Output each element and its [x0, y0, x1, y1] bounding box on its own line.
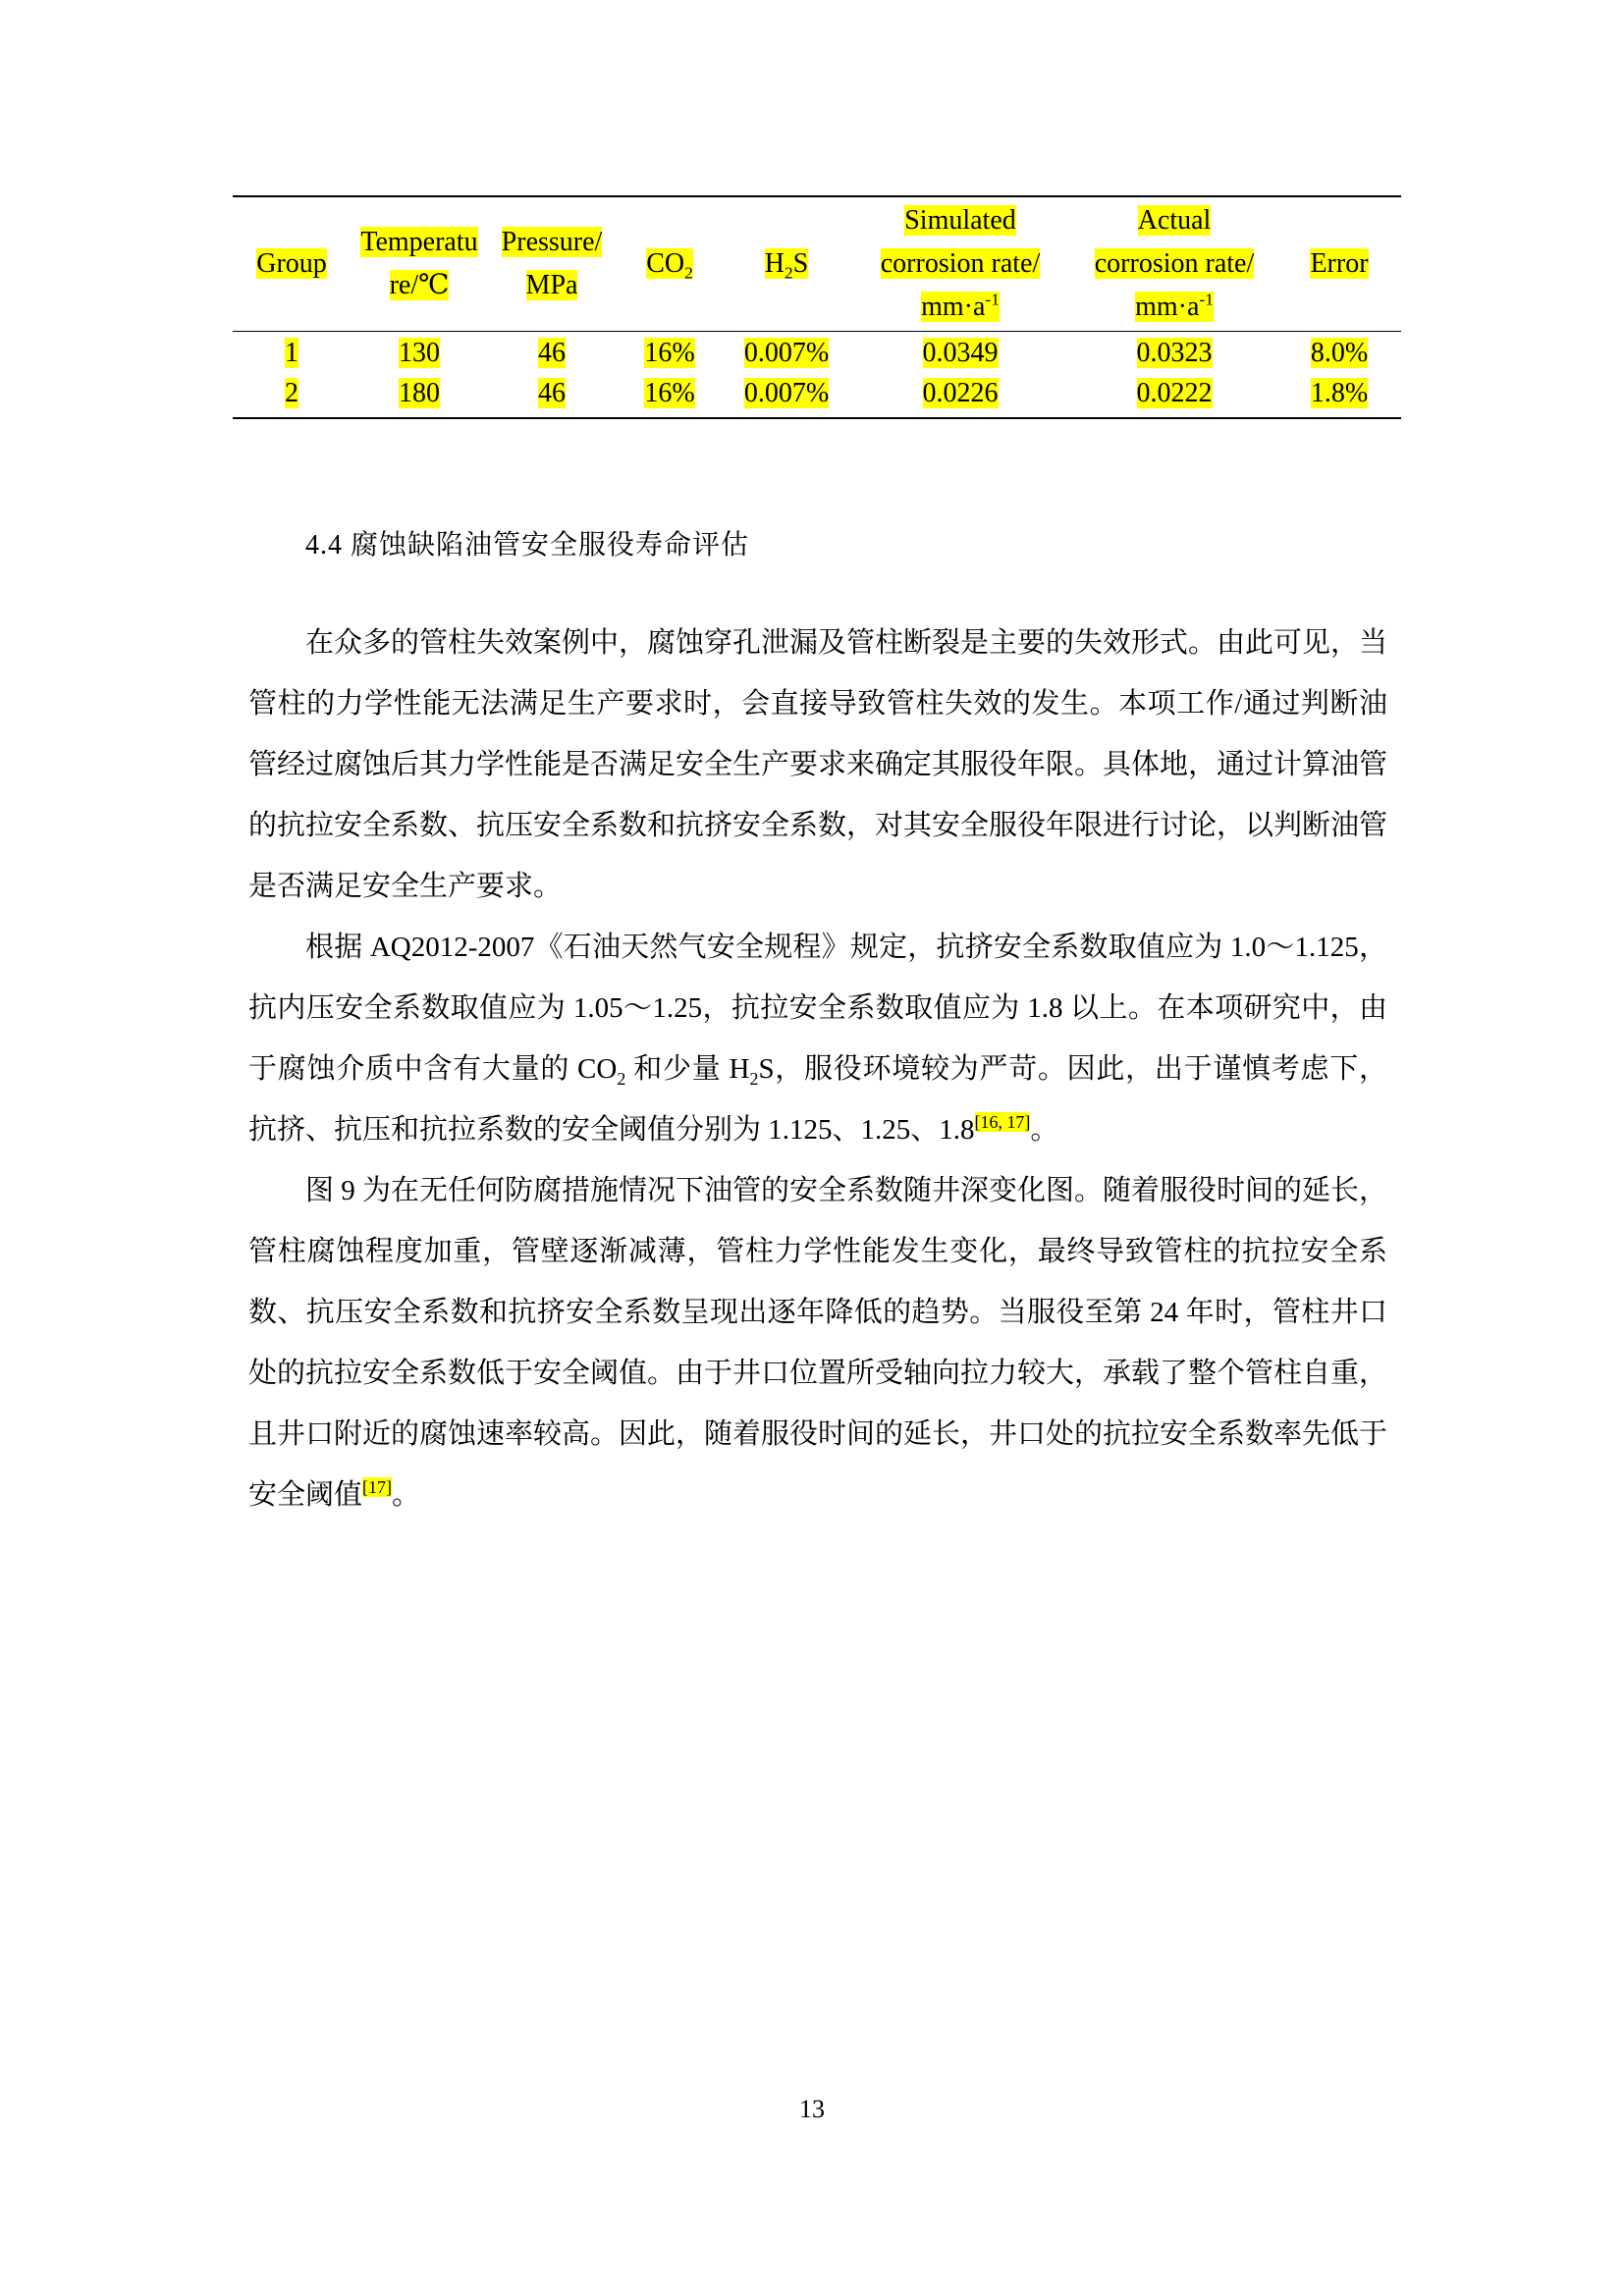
cell-error: 1.8%: [1310, 378, 1369, 408]
cell-h2s: 0.007%: [743, 338, 830, 369]
table-row: [233, 374, 1401, 417]
cell-co2: 16%: [644, 338, 695, 369]
cell-actual: 0.0222: [1136, 378, 1213, 408]
cell-temperature: 180: [399, 378, 440, 408]
header-temperature: Temperatu re/℃: [351, 197, 488, 331]
paragraph-2: 根据 AQ2012-2007《石油天然气安全规程》规定，抗挤安全系数取值应为 1.0～1.125，抗内压安全系数取值应为 1.05～1.25，抗拉安全系数取值应为 1.8 以上。在本项研究中，由于腐蚀介质中含有大量的 $CO_2$ 和少量 $H_2S$，服役环境较为严苛。因此，出于谨慎考虑下，抗挤、抗压和抗拉系数的安全阈值分别为 1.125、1.25、1.8[16, 17]。: [248, 932, 1387, 1146]
cell-h2s: 0.007%: [743, 378, 830, 408]
header-error: Error: [1277, 197, 1401, 331]
cell-simulated: 0.0349: [922, 338, 999, 369]
header-actual-rate: Actual corrosion rate/ $mm\cdot a^{-1}$: [1071, 197, 1277, 331]
corrosion-rate-table: [233, 197, 1401, 417]
body-text: [248, 613, 1387, 1525]
cell-actual: 0.0323: [1136, 338, 1213, 369]
page-number: 13: [799, 2095, 825, 2123]
paragraph-3: 图 9 为在无任何防腐措施情况下油管的安全系数随井深变化图。随着服役时间的延长，管柱腐蚀程度加重，管壁逐渐减薄，管柱力学性能发生变化，最终导致管柱的抗拉安全系数、抗压安全系数和抗挤安全系数呈现出逐年降低的趋势。当服役至第 24 年时，管柱井口处的抗拉安全系数低于安全阈值。由于井口位置所受轴向拉力较大，承载了整个管柱自重，且井口附近的腐蚀速率较高。因此，随着服役时间的延长，井口处的抗拉安全系数率先低于安全阈值[17]。: [248, 1175, 1388, 1511]
cell-pressure: 46: [538, 378, 566, 408]
section-heading: 4.4 腐蚀缺陷油管安全服役寿命评估: [305, 530, 750, 561]
corrosion-rate-table-wrapper: [233, 195, 1401, 419]
header-simulated-rate: Simulated corrosion rate/ $mm\cdot a^{-1}$: [849, 197, 1071, 331]
header-co2: $CO_2$: [616, 197, 724, 331]
header-group: Group: [233, 197, 351, 331]
citation: [17]: [362, 1477, 392, 1498]
table-header-row: [233, 197, 1401, 331]
table-row: [233, 331, 1401, 374]
cell-temperature: 130: [399, 338, 440, 369]
cell-group: 2: [285, 378, 298, 408]
header-pressure: Pressure/ MPa: [488, 197, 616, 331]
paragraph-1: 在众多的管柱失效案例中，腐蚀穿孔泄漏及管柱断裂是主要的失效形式。由此可见，当管柱的力学性能无法满足生产要求时，会直接导致管柱失效的发生。本项工作/通过判断油管经过腐蚀后其力学性能是否满足安全生产要求来确定其服役年限。具体地，通过计算油管的抗拉安全系数、抗压安全系数和抗挤安全系数，对其安全服役年限进行讨论，以判断油管是否满足安全生产要求。: [248, 627, 1388, 902]
cell-error: 8.0%: [1310, 338, 1369, 369]
header-h2s: $H_2S$: [724, 197, 849, 331]
cell-simulated: 0.0226: [922, 378, 999, 408]
cell-group: 1: [285, 338, 298, 369]
cell-pressure: 46: [538, 338, 566, 369]
cell-co2: 16%: [644, 378, 695, 408]
citation: [16, 17]: [974, 1112, 1031, 1133]
